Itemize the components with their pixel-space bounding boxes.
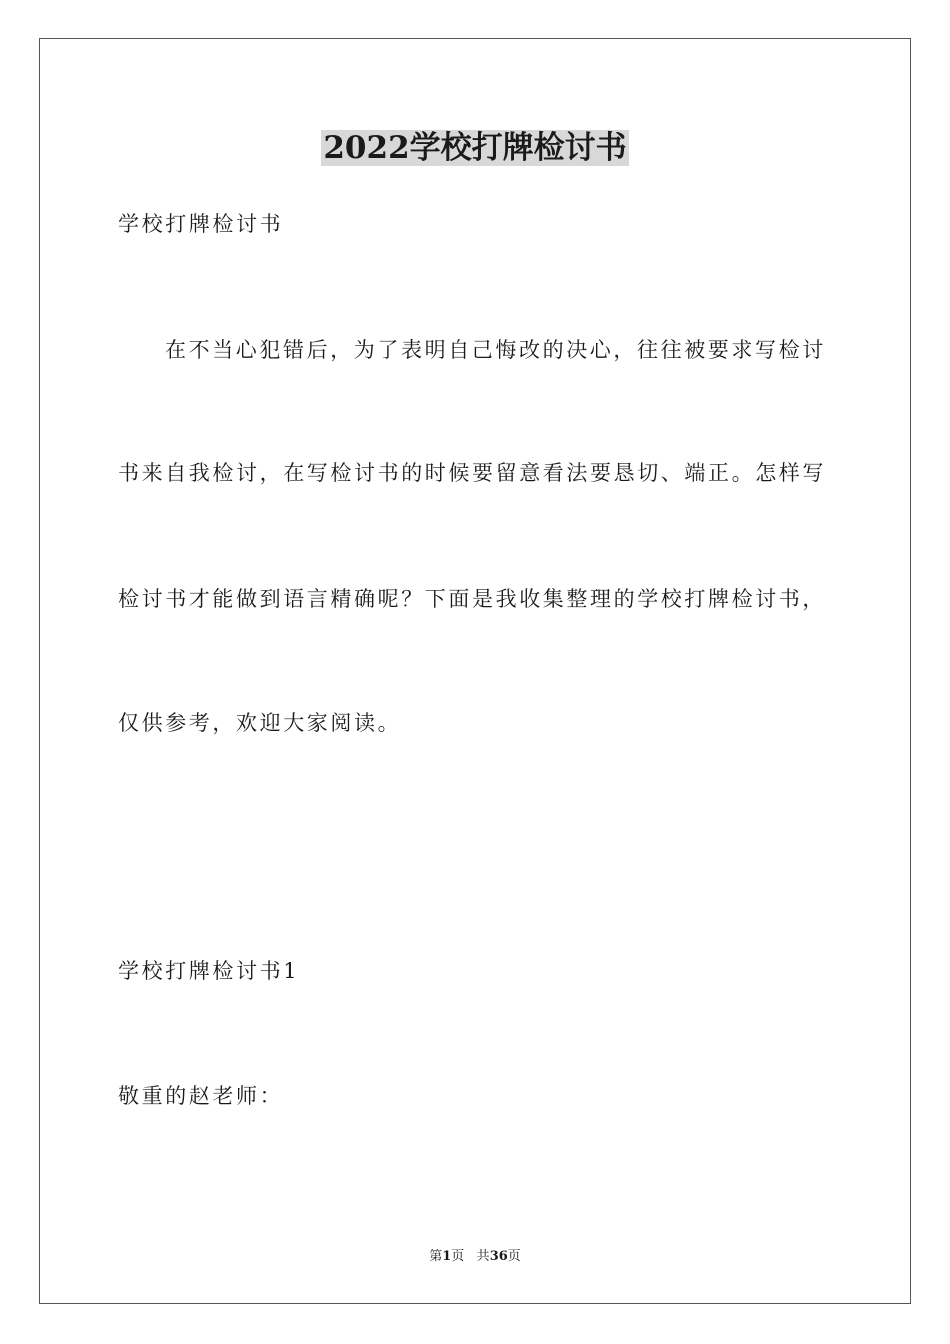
footer-total-suffix: 页 <box>507 1249 521 1264</box>
footer-page-number: 1 <box>442 1249 452 1264</box>
document-title-text: 2022学校打牌检讨书 <box>323 130 627 166</box>
intro-paragraph-line-4: 仅供参考，欢迎大家阅读。 <box>118 711 402 735</box>
intro-paragraph-line-2: 书来自我检讨，在写检讨书的时候要留意看法要恳切、端正。怎样写 <box>118 461 826 485</box>
footer-page-prefix: 第 <box>429 1249 443 1264</box>
page-footer <box>0 1248 950 1266</box>
intro-paragraph-line-3: 检讨书才能做到语言精确呢？下面是我收集整理的学校打牌检讨书， <box>118 587 826 611</box>
intro-paragraph-line-1: 在不当心犯错后，为了表明自己悔改的决心，往往被要求写检讨 <box>165 338 826 362</box>
footer-total-prefix: 共 <box>476 1249 490 1264</box>
section-heading: 学校打牌检讨书1 <box>118 959 300 983</box>
letter-salutation: 敬重的赵老师： <box>118 1084 284 1108</box>
footer-page-suffix: 页 <box>451 1249 465 1264</box>
document-title <box>0 128 950 168</box>
footer-total-pages: 36 <box>489 1249 508 1264</box>
document-subtitle: 学校打牌检讨书 <box>118 212 284 236</box>
